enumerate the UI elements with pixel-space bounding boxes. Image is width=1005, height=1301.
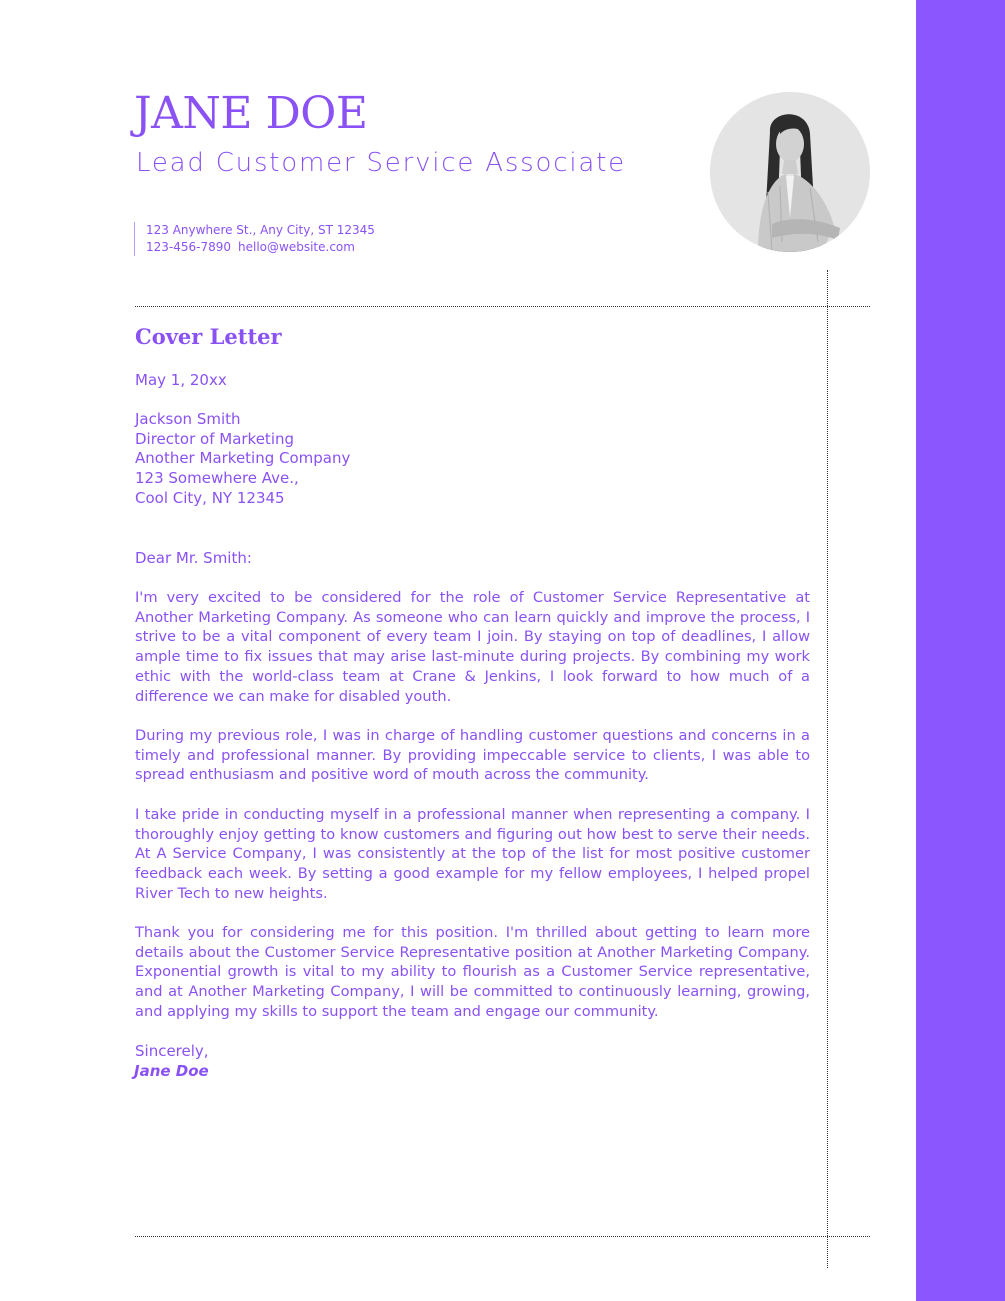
section-heading: Cover Letter [135,324,282,349]
applicant-name: JANE DOE [134,88,368,139]
profile-photo-image [710,92,870,252]
body-paragraph-4: Thank you for considering me for this position. I'm thrilled about getting to learn more details about the Customer Service Representative position at Another Marketing Company. Exponential growth is vital to my ability to flourish as a Customer Service representative, and at Another Marketing Company, I will be committed to continuously learning, growing, and applying my skills to support the team and engage our community. [135,924,810,1020]
closing: Sincerely, [135,1042,209,1060]
contact-phone: 123-456-7890 [146,240,232,254]
contact-block [134,222,375,256]
recipient-block [135,410,350,509]
contact-address: 123 Anywhere St., Any City, ST 12345 [146,223,375,237]
signature: Jane Doe [134,1062,209,1080]
salutation: Dear Mr. Smith: [135,549,252,567]
top-divider [135,306,870,307]
recipient-name: Jackson Smith [135,410,241,428]
vertical-divider [827,270,828,1268]
contact-email: hello@website.com [238,240,355,254]
contact-line [146,239,375,256]
job-title: Lead Customer Service Associate [136,148,626,178]
side-accent-band [916,0,1005,1301]
bottom-divider [135,1236,870,1237]
recipient-city: Cool City, NY 12345 [135,488,285,507]
body-paragraph-1: I'm very excited to be considered for the role of Customer Service Representative at Another Marketing Company. As someone who can learn quickly and improve the process, I strive to be a vital component of every team I join. By staying on top of deadlines, I allow ample time to fix issues that may arise last-minute during projects. By combining my work ethic with the world-class team at Crane & Jenkins, I look forward to how much of a difference we can make for disabled youth. [135,589,810,705]
recipient-company: Another Marketing Company [135,449,351,468]
body-paragraph-3: I take pride in conducting myself in a professional manner when representing a company. I thoroughly enjoy getting to know customers and figuring out how best to serve their needs. At A Service Company, I was consistently at the top of the list for most positive customer feedback each week. By setting a good example for my fellow employees, I helped propel River Tech to new heights. [135,806,810,902]
letter-date: May 1, 20xx [135,371,227,389]
recipient-street: 123 Somewhere Ave., [135,469,299,488]
body-paragraph-2: During my previous role, I was in charge of handling customer questions and concerns in a timely and professional manner. By providing impeccable service to clients, I was able to spread enthusiasm and positive word of mouth across the community. [135,727,810,784]
recipient-position: Director of Marketing [135,429,295,448]
profile-photo [710,92,870,252]
